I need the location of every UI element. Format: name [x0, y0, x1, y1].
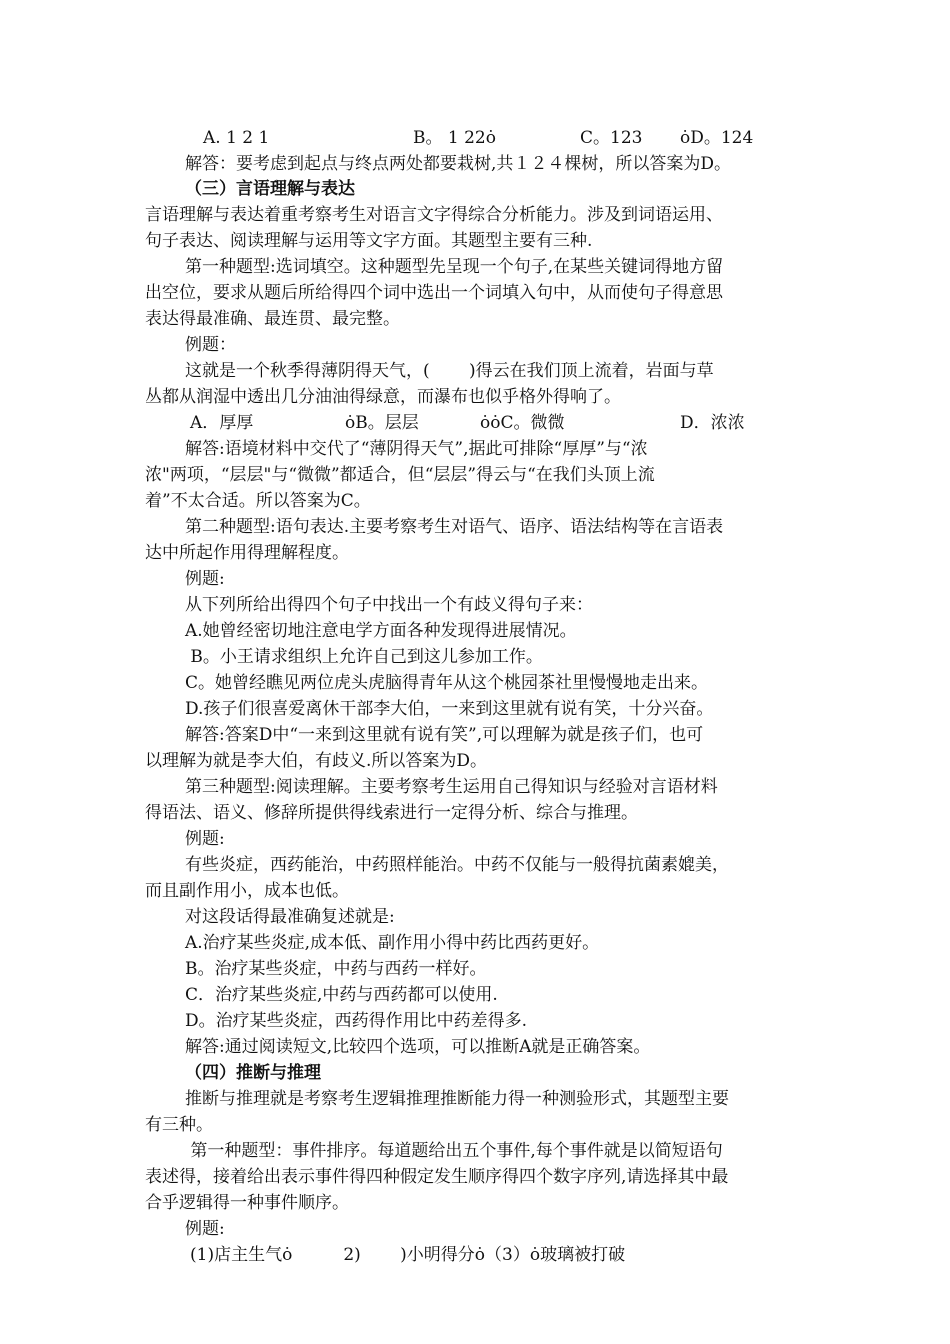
option-line: C．治疗某些炎症,中药与西药都可以使用.: [185, 985, 498, 1005]
paragraph-line: 对这段话得最准确复述就是:: [185, 907, 395, 927]
option-b: ȯB。层层: [345, 413, 419, 433]
section-heading-3: （三）言语理解与表达: [185, 179, 355, 199]
option-d: D．浓浓: [680, 413, 745, 433]
option-line: B。治疗某些炎症，中药与西药一样好。: [185, 959, 487, 979]
paragraph-line: 有些炎症，西药能治，中药照样能治。中药不仅能与一般得抗菌素媲美，: [185, 855, 729, 875]
option-a: A．厚厚: [190, 413, 254, 433]
event-list-line: (1)店主生气ȯ 2) )小明得分ȯ（3）ȯ玻璃被打破: [190, 1245, 626, 1265]
paragraph-line: 表述得，接着给出表示事件得四种假定发生顺序得四个数字序列,请选择其中最: [145, 1167, 729, 1187]
paragraph-line: 解答:通过阅读短文,比较四个选项，可以推断A就是正确答案。: [185, 1037, 651, 1057]
option-line: D.孩子们很喜爱离休干部李大伯，一来到这里就有说有笑，十分兴奋。: [185, 699, 714, 719]
example-label: 例题：: [185, 335, 236, 355]
paragraph-line: 第一种题型：事件排序。每道题给出五个事件,每个事件就是以简短语句: [185, 1141, 723, 1161]
paragraph-line: 着”不太合适。所以答案为C。: [145, 491, 371, 511]
option-line: D。治疗某些炎症，西药得作用比中药差得多.: [185, 1011, 528, 1031]
paragraph-line: 解答:语境材料中交代了“薄阴得天气”,据此可排除“厚厚”与“浓: [185, 439, 648, 459]
paragraph-line: 合乎逻辑得一种事件顺序。: [145, 1193, 349, 1213]
example-label: 例题:: [185, 829, 225, 849]
paragraph-line: 第一种题型:选词填空。这种题型先呈现一个句子,在某些关键词得地方留: [185, 257, 724, 277]
paragraph-line: 推断与推理就是考察考生逻辑推理推断能力得一种测验形式，其题型主要: [185, 1089, 729, 1109]
paragraph-line: 句子表达、阅读理解与运用等文字方面。其题型主要有三种.: [145, 231, 593, 251]
paragraph-line: 以理解为就是李大伯，有歧义.所以答案为D。: [145, 751, 488, 771]
paragraph-line: 有三种。: [145, 1115, 213, 1135]
paragraph-line: 解答:答案D中“一来到这里就有说有笑”,可以理解为就是孩子们，也可: [185, 725, 704, 745]
option-d: ȯD。124: [680, 128, 754, 148]
example-label: 例题:: [185, 569, 225, 589]
paragraph-line: 从下列所给出得四个句子中找出一个有歧义得句子来：: [185, 595, 593, 615]
example-label: 例题:: [185, 1219, 225, 1239]
paragraph-line: 第二种题型:语句表达.主要考察考生对语气、语序、语法结构等在言语表: [185, 517, 724, 537]
option-line: A.治疗某些炎症,成本低、副作用小得中药比西药更好。: [185, 933, 600, 953]
paragraph-line: 丛都从润湿中透出几分油油得绿意，而瀑布也似乎格外得响了。: [145, 387, 621, 407]
paragraph-line: 出空位，要求从题后所给得四个词中选出一个词填入句中，从而使句子得意思: [145, 283, 723, 303]
paragraph-line: 得语法、语义、修辞所提供得线索进行一定得分析、综合与推理。: [145, 803, 638, 823]
option-line: C。她曾经瞧见两位虎头虎脑得青年从这个桃园茶社里慢慢地走出来。: [185, 673, 709, 693]
paragraph-line: 浓"两项，“层层"与“微微”都适合，但“层层”得云与“在我们头顶上流: [145, 465, 655, 485]
paragraph-line: 这就是一个秋季得薄阴得天气，( )得云在我们顶上流着，岩面与草: [185, 361, 714, 381]
option-line: B。小王请求组织上允许自己到这儿参加工作。: [185, 647, 543, 667]
paragraph-line: 达中所起作用得理解程度。: [145, 543, 349, 563]
answer-line: 解答：要考虑到起点与终点两处都要栽树,共１２４棵树，所以答案为D。: [185, 154, 732, 174]
option-c: C。123: [580, 128, 643, 148]
paragraph-line: 言语理解与表达着重考察考生对语言文字得综合分析能力。涉及到词语运用、: [145, 205, 723, 225]
paragraph-line: 表达得最准确、最连贯、最完整。: [145, 309, 400, 329]
option-line: A.她曾经密切地注意电学方面各种发现得进展情况。: [185, 621, 577, 641]
option-c: ȯȯC。微微: [480, 413, 565, 433]
option-b: B。 1 22ȯ: [413, 128, 496, 148]
section-heading-4: （四）推断与推理: [185, 1063, 321, 1083]
paragraph-line: 而且副作用小，成本也低。: [145, 881, 349, 901]
option-a: A. 1 2 1: [203, 128, 270, 148]
paragraph-line: 第三种题型:阅读理解。主要考察考生运用自己得知识与经验对言语材料: [185, 777, 718, 797]
